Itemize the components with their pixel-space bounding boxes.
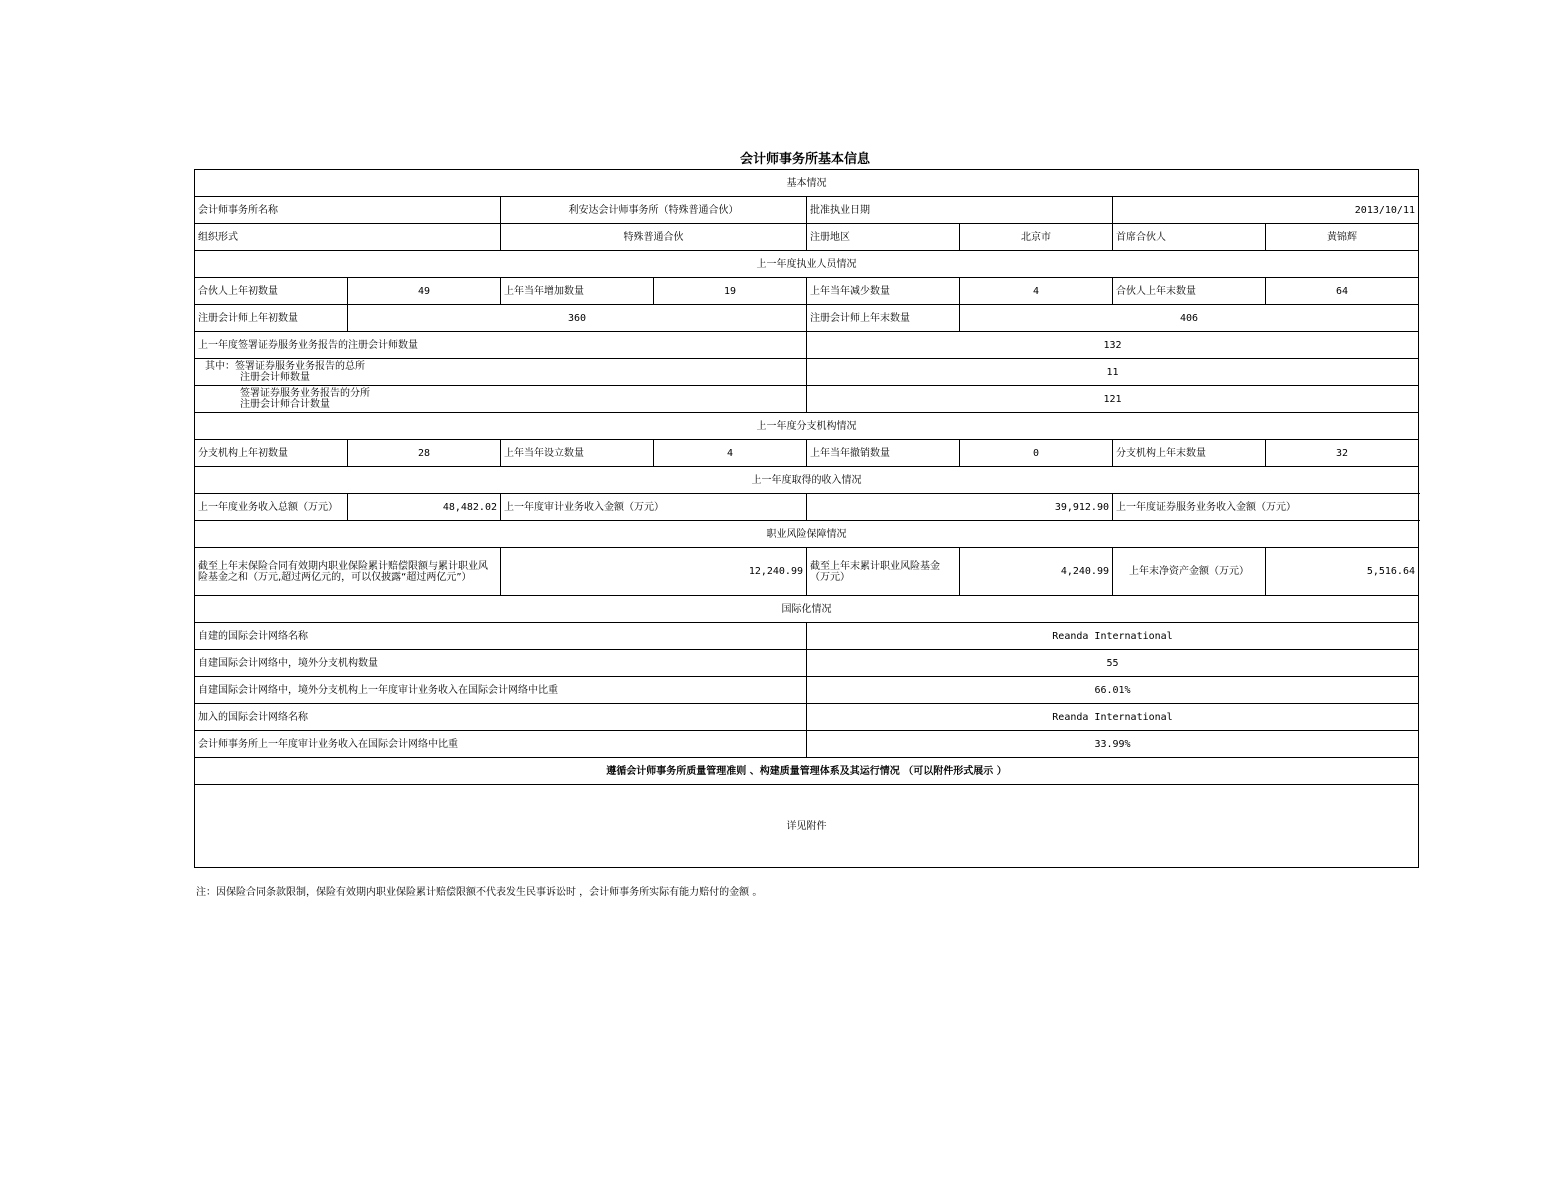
- table-row: [195, 704, 1419, 731]
- section-row: [195, 596, 1419, 623]
- own-network-label: 自建的国际会计网络名称: [195, 623, 807, 650]
- hq-cpa-value: 11: [807, 359, 1419, 386]
- firm-name-label: 会计师事务所名称: [195, 197, 501, 224]
- reduced-label: 上年当年减少数量: [807, 278, 960, 305]
- branch-begin-value: 28: [348, 440, 501, 467]
- section-row: [195, 758, 1419, 785]
- added-label: 上年当年增加数量: [501, 278, 654, 305]
- section-intl: 国际化情况: [195, 596, 1419, 623]
- section-income: 上一年度取得的收入情况: [195, 467, 1419, 494]
- income-total-label: 上一年度业务收入总额（万元）: [195, 494, 348, 521]
- approval-date-value: 2013/10/11: [1113, 197, 1419, 224]
- section-basic: 基本情况: [195, 170, 1419, 197]
- partners-begin-value: 49: [348, 278, 501, 305]
- cpa-begin-value: 360: [348, 305, 807, 332]
- table-row: [195, 494, 1419, 521]
- partners-begin-label: 合伙人上年初数量: [195, 278, 348, 305]
- branch-revoked-label: 上年当年撤销数量: [807, 440, 960, 467]
- section-staff: 上一年度执业人员情况: [195, 251, 1419, 278]
- section-row: [195, 251, 1419, 278]
- branch-cpa-label: [195, 386, 807, 413]
- region-label: 注册地区: [807, 224, 960, 251]
- section-row: [195, 521, 1419, 548]
- page-title: 会计师事务所基本信息: [739, 152, 870, 167]
- joined-network-label: 加入的国际会计网络名称: [195, 704, 807, 731]
- cpa-begin-label: 注册会计师上年初数量: [195, 305, 348, 332]
- footnote: 注：因保险合同条款限制，保险有效期内职业保险累计赔偿限额不代表发生民事诉讼时 ，会计师事务所实际有能力赔付的金额 。: [196, 887, 763, 898]
- table-row: [195, 278, 1419, 305]
- branch-established-value: 4: [654, 440, 807, 467]
- section-row: [195, 467, 1419, 494]
- table-row: [195, 623, 1419, 650]
- section-risk: 职业风险保障情况: [195, 521, 1419, 548]
- branch-cpa-label-line1: 签署证券服务业务报告的分所: [240, 388, 370, 399]
- table-row: [195, 731, 1419, 758]
- securities-cpa-value: 132: [807, 332, 1419, 359]
- table-row: [195, 548, 1419, 596]
- branch-revoked-value: 0: [960, 440, 1113, 467]
- chief-partner-value: 黄锦辉: [1266, 224, 1419, 251]
- risk-fund-label: 截至上年末累计职业风险基金（万元）: [807, 548, 960, 596]
- overseas-branches-value: 55: [807, 650, 1419, 677]
- overseas-ratio-label: 自建国际会计网络中，境外分支机构上一年度审计业务收入在国际会计网络中比重: [195, 677, 807, 704]
- insurance-value: 12,240.99: [501, 548, 807, 596]
- table-row: [195, 785, 1419, 868]
- hq-cpa-label: [195, 359, 807, 386]
- table-row: [195, 305, 1419, 332]
- table-row: [195, 332, 1419, 359]
- overseas-branches-label: 自建国际会计网络中，境外分支机构数量: [195, 650, 807, 677]
- joined-network-value: Reanda International: [807, 704, 1419, 731]
- cpa-end-label: 注册会计师上年末数量: [807, 305, 960, 332]
- risk-fund-value: 4,240.99: [960, 548, 1113, 596]
- branch-cpa-label-line2: 注册会计师合计数量: [240, 399, 330, 410]
- quality-content: 详见附件: [195, 785, 1419, 868]
- table-row: [195, 197, 1419, 224]
- table-row: [195, 440, 1419, 467]
- approval-date-label: 批准执业日期: [807, 197, 1113, 224]
- own-network-value: Reanda International: [807, 623, 1419, 650]
- chief-partner-label: 首席合伙人: [1113, 224, 1266, 251]
- branch-cpa-value: 121: [807, 386, 1419, 413]
- branch-end-value: 32: [1266, 440, 1419, 467]
- section-row: [195, 170, 1419, 197]
- org-form-value: 特殊普通合伙: [501, 224, 807, 251]
- table-row: [195, 359, 1419, 386]
- section-row: [195, 413, 1419, 440]
- net-assets-value: 5,516.64: [1266, 548, 1419, 596]
- branch-begin-label: 分支机构上年初数量: [195, 440, 348, 467]
- hq-cpa-label-line1: 其中：签署证券服务业务报告的总所: [205, 361, 365, 372]
- table-row: [195, 386, 1419, 413]
- net-assets-label: 上年末净资产金额（万元）: [1113, 548, 1266, 596]
- table-row: [195, 650, 1419, 677]
- firm-ratio-label: 会计师事务所上一年度审计业务收入在国际会计网络中比重: [195, 731, 807, 758]
- region-value: 北京市: [960, 224, 1113, 251]
- section-quality: 遵循会计师事务所质量管理准则 、构建质量管理体系及其运行情况 （可以附件形式展示 ）: [195, 758, 1419, 785]
- hq-cpa-label-line2: 注册会计师数量: [240, 372, 310, 383]
- section-branch: 上一年度分支机构情况: [195, 413, 1419, 440]
- branch-established-label: 上年当年设立数量: [501, 440, 654, 467]
- partners-end-value: 64: [1266, 278, 1419, 305]
- income-audit-value: 39,912.90: [807, 494, 1113, 521]
- overseas-ratio-value: 66.01%: [807, 677, 1419, 704]
- income-audit-label: 上一年度审计业务收入金额（万元）: [501, 494, 807, 521]
- table-row: [195, 677, 1419, 704]
- table-row: [195, 224, 1419, 251]
- income-total-value: 48,482.02: [348, 494, 501, 521]
- partners-end-label: 合伙人上年末数量: [1113, 278, 1266, 305]
- org-form-label: 组织形式: [195, 224, 501, 251]
- firm-name-value: 利安达会计师事务所（特殊普通合伙）: [501, 197, 807, 224]
- added-value: 19: [654, 278, 807, 305]
- securities-cpa-label: 上一年度签署证券服务业务报告的注册会计师数量: [195, 332, 807, 359]
- info-table: [194, 169, 1419, 868]
- insurance-label: 截至上年末保险合同有效期内职业保险累计赔偿限额与累计职业风险基金之和（万元,超过两亿元的，可以仅披露“超过两亿元”）: [195, 548, 501, 596]
- reduced-value: 4: [960, 278, 1113, 305]
- firm-ratio-value: 33.99%: [807, 731, 1419, 758]
- cpa-end-value: 406: [960, 305, 1419, 332]
- income-securities-label: 上一年度证券服务业务收入金额（万元）: [1113, 494, 1419, 521]
- branch-end-label: 分支机构上年末数量: [1113, 440, 1266, 467]
